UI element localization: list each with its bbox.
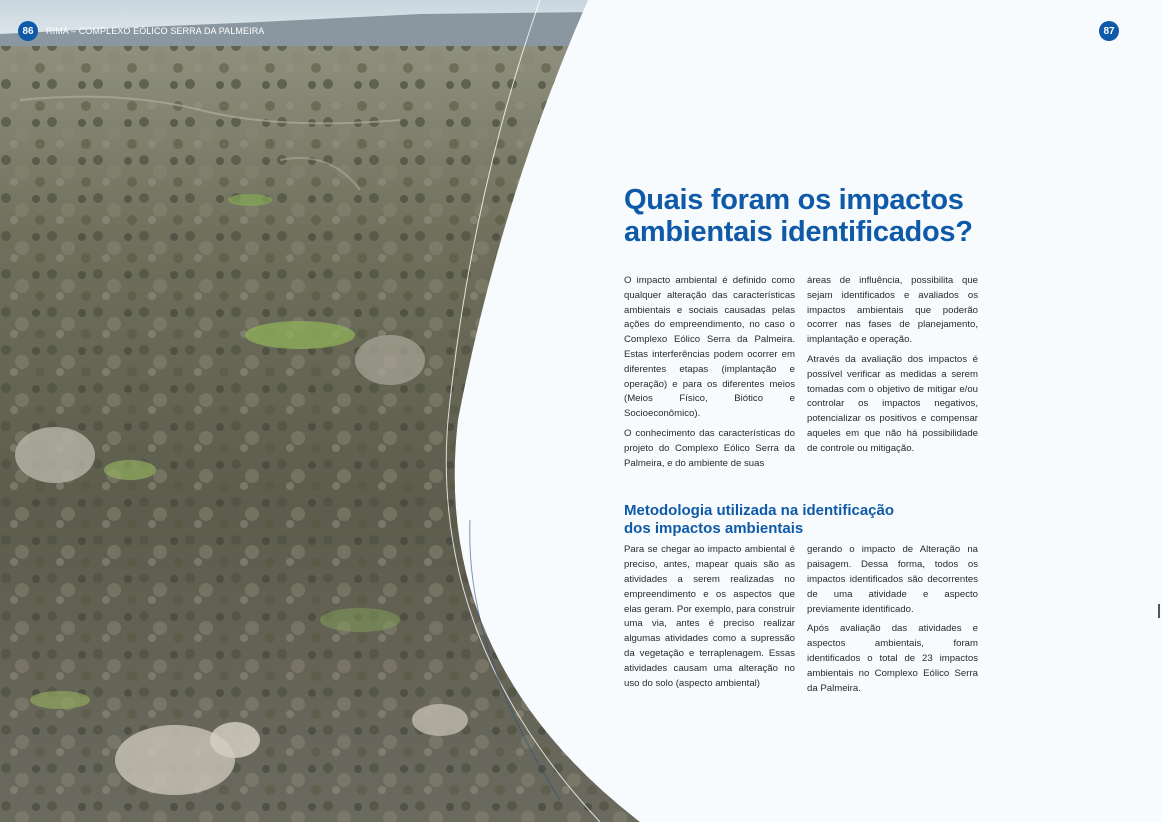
section-column-right <box>807 274 978 476</box>
methodology-title-line2: dos impactos ambientais <box>624 520 804 538</box>
methodology-title-line1: Metodologia utilizada na identificação <box>624 502 895 520</box>
paragraph: O impacto ambiental é definido como qualquer alteração das características ambientais e sociais causadas pelas ações do empreendimento, no caso o Complexo Eólico Serra da Palmeira. Estas interferências podem ocorrer em diferentes etapas (implantação e operação) e para os diferentes meios (Meios Físico, Biótico e Socioeconômico). <box>624 275 795 420</box>
methodology-column-left <box>624 543 795 701</box>
methodology-title <box>624 502 978 538</box>
page-edge-mark <box>1158 604 1160 618</box>
left-page-number: 86 <box>18 21 38 41</box>
left-page-header <box>18 21 264 41</box>
paragraph: gerando o impacto de Alteração na paisagem. Dessa forma, todos os impactos identificados são decorrentes de uma atividade e aspecto previamente identificado. <box>807 544 978 615</box>
article-content <box>624 184 978 701</box>
right-page-header <box>1099 21 1119 41</box>
section-columns <box>624 274 978 476</box>
paragraph: Para se chegar ao impacto ambiental é preciso, antes, mapear quais são as atividades a serem realizadas no empreendimento e os aspectos que elas geram. Por exemplo, para construir uma via, antes é preciso realizar algumas atividades como a supressão da vegetação e terraplenagem. Essas atividades causam uma alteração no uso do solo (aspecto ambiental) <box>624 544 795 689</box>
section-title: Quais foram os impactos ambientais identificados? <box>624 184 973 248</box>
paragraph: Através da avaliação dos impactos é possível verificar as medidas a serem tomadas com o objetivo de mitigar e/ou controlar os impactos negativos, potencializar os positivos e compensar aqueles em que não há possibilidade de controle ou mitigação. <box>807 353 978 454</box>
paragraph: áreas de influência, possibilita que sejam identificados e avaliados os impactos ambientais que poderão ocorrer nas fases de planejamento, implantação e operação. <box>807 275 978 346</box>
running-head: RIMA – COMPLEXO EÓLICO SERRA DA PALMEIRA <box>46 26 265 36</box>
section-column-left <box>624 274 795 476</box>
methodology-column-right <box>807 543 978 701</box>
paragraph: Após avaliação das atividades e aspectos ambientais, foram identificados o total de 23 impactos ambientais no Complexo Eólico Serra da Palmeira. <box>807 623 978 694</box>
right-page-number: 87 <box>1099 21 1119 41</box>
paragraph: O conhecimento das características do projeto do Complexo Eólico Serra da Palmeira, e do ambiente de suas <box>624 427 795 469</box>
methodology-columns <box>624 543 978 701</box>
